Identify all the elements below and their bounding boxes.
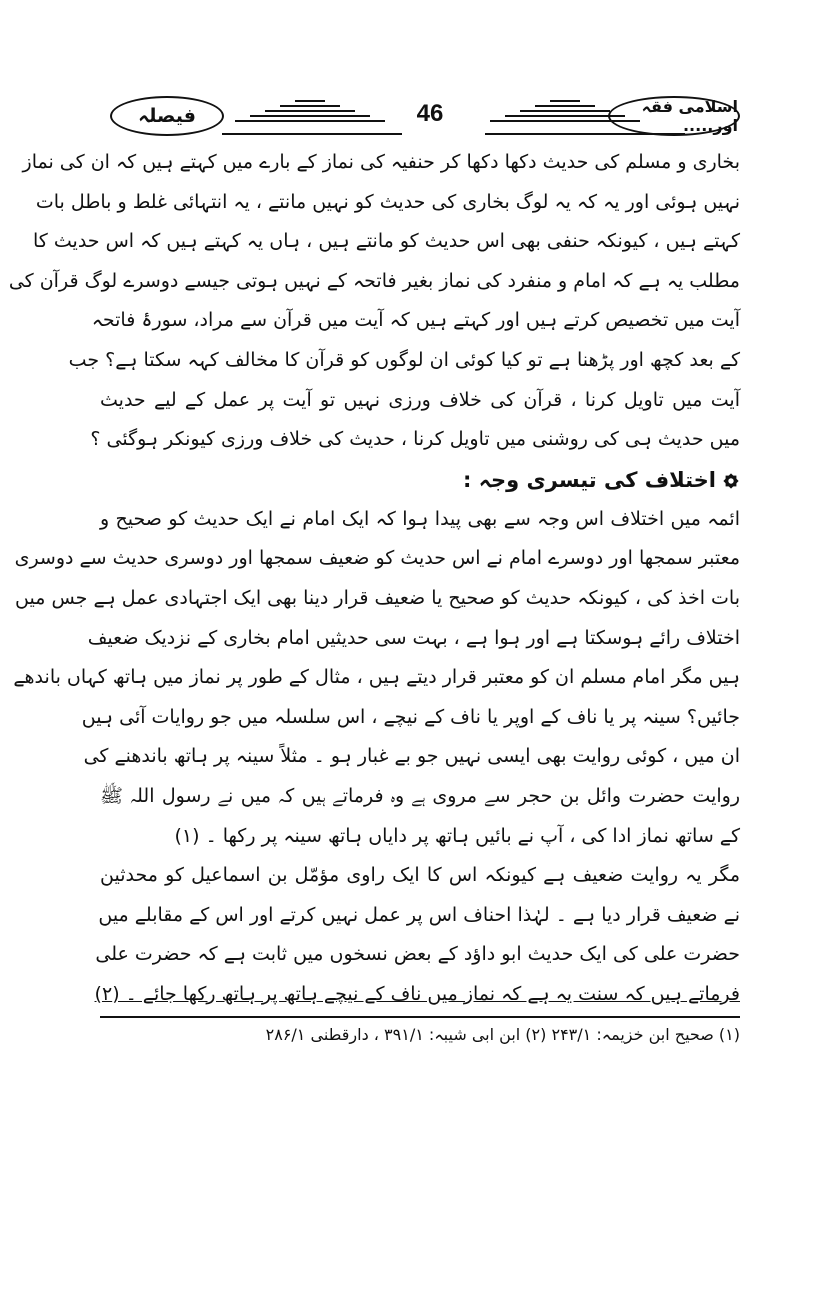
text-line: کہتے ہیں ، کیونکہ حنفی بھی اس حدیث کو مانتے ہیں ، ہاں یہ کہتے ہیں کہ اس حدیث کا [33,230,740,253]
text-line: حضرت علی کی ایک حدیث ابو داؤد کے بعض نسخوں میں ثابت ہے کہ حضرت علی [95,943,740,966]
text-line: مگر یہ روایت ضعیف ہے کیونکہ اس کا ایک راوی مؤمّل بن اسماعیل کو محدثین [100,864,740,887]
page-number: 46 [416,100,444,127]
text-line: جائیں؟ سینہ پر یا ناف کے اوپر یا ناف کے نیچے ، اس سلسلہ میں جو روایات آئی ہیں [81,705,740,728]
book-title: اسلامی فقہ اور..... [641,97,738,135]
section-label-oval [110,96,224,136]
section-label: فیصلہ [138,105,196,127]
header-rule-left [222,133,402,135]
text-line: اختلاف رائے ہوسکتا ہے اور ہوا ہے ، بہت سی حدیثیں امام بخاری کے نزدیک ضعیف [87,626,740,649]
text-line: بخاری و مسلم کی حدیث دکھا دکھا کر حنفیہ کی نماز کے بارے میں کہتے ہیں کہ ان کی نماز [22,151,740,173]
paragraph-2 [13,500,740,856]
text-line: آیت میں تخصیص کرتے ہیں اور کہتے ہیں کہ آیت میں قرآن سے مراد، سورۂ فاتحہ [91,309,740,332]
text-line: کے بعد کچھ اور پڑھنا ہے تو کیا کوئی ان لوگوں کو قرآن کا مخالف کہہ سکتا ہے؟ جب [68,348,740,371]
book-title-oval [608,96,740,136]
text-line: معتبر سمجھا اور دوسرے امام نے اس حدیث کو ضعیف سمجھا اور دوسری حدیث سے دوسری [14,547,740,570]
text-line: نے ضعیف قرار دیا ہے ۔ لہٰذا احناف اس پر عمل نہیں کرتے اور اس کے مقابلے میں [98,903,740,926]
flower-ornament-icon [722,472,740,490]
text-line: روایت حضرت وائل بن حجر سے مروی ہے وہ فرماتے ہیں کہ میں نے رسول اللہ ﷺ [100,784,740,807]
text-line: مطلب یہ ہے کہ امام و منفرد کی نماز بغیر فاتحہ کے نہیں ہوتی جیسے دوسرے لوگ قرآن کی [8,269,740,292]
page-header [100,92,740,140]
paragraph-1 [8,143,740,460]
decorative-lines-left [230,100,390,125]
text-line: ان میں ، کوئی روایت بھی ایسی نہیں جو بے غبار ہو ۔ مثلاً سینہ پر ہاتھ باندھنے کی [83,745,740,768]
paragraph-3 [94,856,740,1014]
text-line: نہیں ہوئی اور یہ کہ یہ لوگ بخاری کی حدیث کو نہیں مانتے ، یہ انتہائی غلط و باطل بات [35,190,740,213]
text-line: ہیں مگر امام مسلم ان کو معتبر قرار دیتے ہیں ، مثال کے طور پر نماز میں ہاتھ کہاں باندھے [13,666,740,689]
text-line: آیت میں تاویل کرنا ، قرآن کی خلاف ورزی نہیں تو آیت پر عمل کے لیے حدیث [100,388,740,411]
page-body [8,143,740,1052]
text-line: میں حدیث ہی کی روشنی میں تاویل کرنا ، حدیث کی خلاف ورزی کیونکر ہوگئی ؟ [90,428,740,451]
text-line: ائمہ میں اختلاف اس وجہ سے بھی پیدا ہوا کہ ایک امام نے ایک حدیث کو صحیح و [100,507,740,530]
text-line: کے ساتھ نماز ادا کی ، آپ نے بائیں ہاتھ پر دایاں ہاتھ سینہ پر رکھا ۔ (۱) [174,824,740,847]
text-line: بات اخذ کی ، کیونکہ حدیث کو صحیح یا ضعیف قرار دینا بھی ایک اجتہادی عمل ہے جس میں [15,586,740,609]
footnote: (۱) صحیح ابن خزیمہ: ۲۴۳/۱ (۲) ابن ابی شیبہ: ۳۹۱/۱ ، دارقطنی ۲۸۶/۱ [265,1025,740,1045]
section-heading [100,460,740,500]
section-heading-text: اختلاف کی تیسری وجہ : [463,467,716,492]
text-line: فرماتے ہیں کہ سنت یہ ہے کہ نماز میں ناف کے نیچے ہاتھ پر ہاتھ رکھا جائے ۔ (۲) [94,982,740,1005]
